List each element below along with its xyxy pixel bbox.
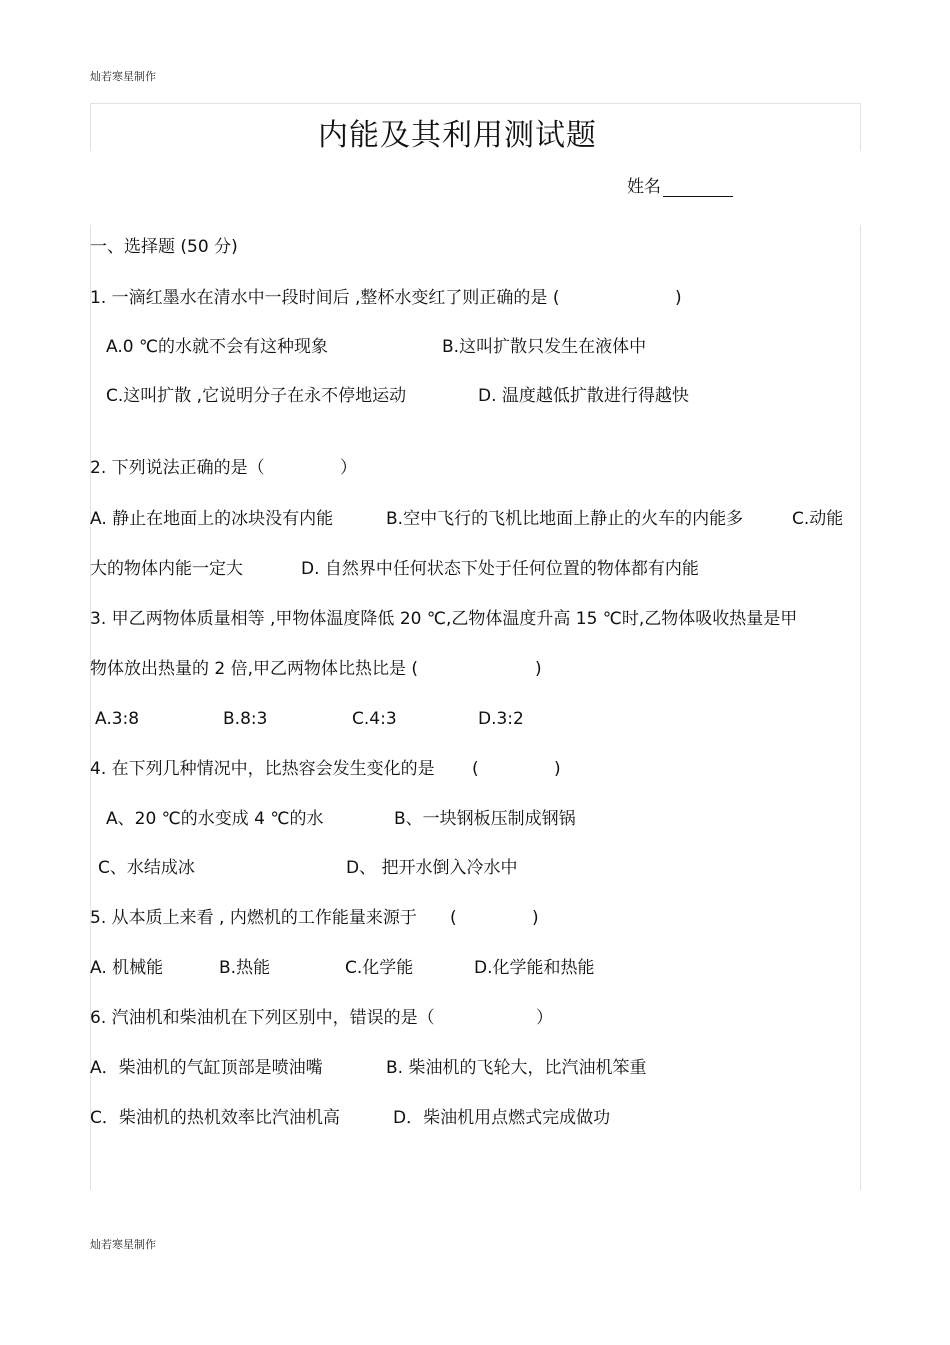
name-blank[interactable] — [663, 179, 733, 197]
page-title: 内能及其利用测试题 — [318, 118, 597, 153]
q3-option-c: C.4:3 — [352, 709, 397, 729]
q4-option-d: D、 把开水倒入冷水中 — [346, 858, 518, 878]
q2-option-b: B.空中飞行的飞机比地面上静止的火车的内能多 — [386, 509, 744, 529]
q3-stem-line2: 物体放出热量的 2 倍,甲乙两物体比热比是 ( — [90, 659, 419, 679]
q2-option-d: D. 自然界中任何状态下处于任何位置的物体都有内能 — [301, 559, 699, 579]
q1-stem: 1. 一滴红墨水在清水中一段时间后 ,整杯水变红了则正确的是 ( — [90, 288, 560, 308]
q6-option-b: B. 柴油机的飞轮大，比汽油机笨重 — [386, 1058, 647, 1078]
q5-paren-close: ) — [532, 908, 539, 928]
q3-option-d: D.3:2 — [478, 709, 524, 729]
q6-paren-close: ） — [536, 1008, 553, 1028]
header-note: 灿若寒星制作 — [90, 70, 156, 83]
q2-option-c-part1: C.动能 — [792, 509, 844, 529]
q5-stem: 5. 从本质上来看 , 内燃机的工作能量来源于 — [90, 908, 417, 928]
q6-stem: 6. 汽油机和柴油机在下列区别中，错误的是（ — [90, 1008, 435, 1028]
q4-paren-open: ( — [472, 759, 479, 779]
q3-option-b: B.8:3 — [223, 709, 268, 729]
q1-option-b: B.这叫扩散只发生在液体中 — [442, 337, 647, 357]
q4-paren-close: ) — [554, 759, 561, 779]
q2-paren-close: ） — [340, 458, 357, 478]
footer-note: 灿若寒星制作 — [90, 1238, 156, 1251]
q2-option-a: A. 静止在地面上的冰块没有内能 — [90, 509, 334, 529]
q1-option-d: D. 温度越低扩散进行得越快 — [478, 386, 689, 406]
section-heading: 一、选择题 (50 分) — [90, 237, 238, 257]
name-label: 姓名 — [627, 177, 661, 197]
frame-top-rule — [90, 103, 860, 104]
q6-option-a: A．柴油机的气缸顶部是喷油嘴 — [90, 1058, 323, 1078]
q5-option-c: C.化学能 — [345, 958, 414, 978]
q2-stem: 2. 下列说法正确的是（ — [90, 458, 265, 478]
q4-option-c: C、水结成冰 — [98, 858, 195, 878]
q3-option-a: A.3:8 — [95, 709, 140, 729]
q2-option-c-part2: 大的物体内能一定大 — [90, 559, 243, 579]
q4-option-a: A、20 ℃的水变成 4 ℃的水 — [106, 809, 324, 829]
q5-paren-open: ( — [450, 908, 457, 928]
frame-left-rule — [90, 225, 91, 1190]
q6-option-c: C．柴油机的热机效率比汽油机高 — [90, 1108, 340, 1128]
q5-option-a: A. 机械能 — [90, 958, 164, 978]
q1-option-c: C.这叫扩散 ,它说明分子在永不停地运动 — [106, 386, 407, 406]
q4-stem: 4. 在下列几种情况中，比热容会发生变化的是 — [90, 759, 435, 779]
name-field[interactable] — [627, 177, 733, 197]
frame-left-rule-top — [90, 103, 91, 151]
q1-option-a: A.0 ℃的水就不会有这种现象 — [106, 337, 329, 357]
frame-right-rule — [860, 225, 861, 1190]
q3-stem-line1: 3. 甲乙两物体质量相等 ,甲物体温度降低 20 ℃,乙物体温度升高 15 ℃时,乙物体吸收热量是甲 — [90, 609, 798, 629]
q5-option-d: D.化学能和热能 — [474, 958, 595, 978]
frame-right-rule-top — [860, 103, 861, 151]
q4-option-b: B、一块钢板压制成钢锅 — [394, 809, 576, 829]
q1-paren-close: ) — [675, 288, 682, 308]
q5-option-b: B.热能 — [219, 958, 271, 978]
q6-option-d: D．柴油机用点燃式完成做功 — [393, 1108, 611, 1128]
q3-paren-close: ) — [535, 659, 542, 679]
